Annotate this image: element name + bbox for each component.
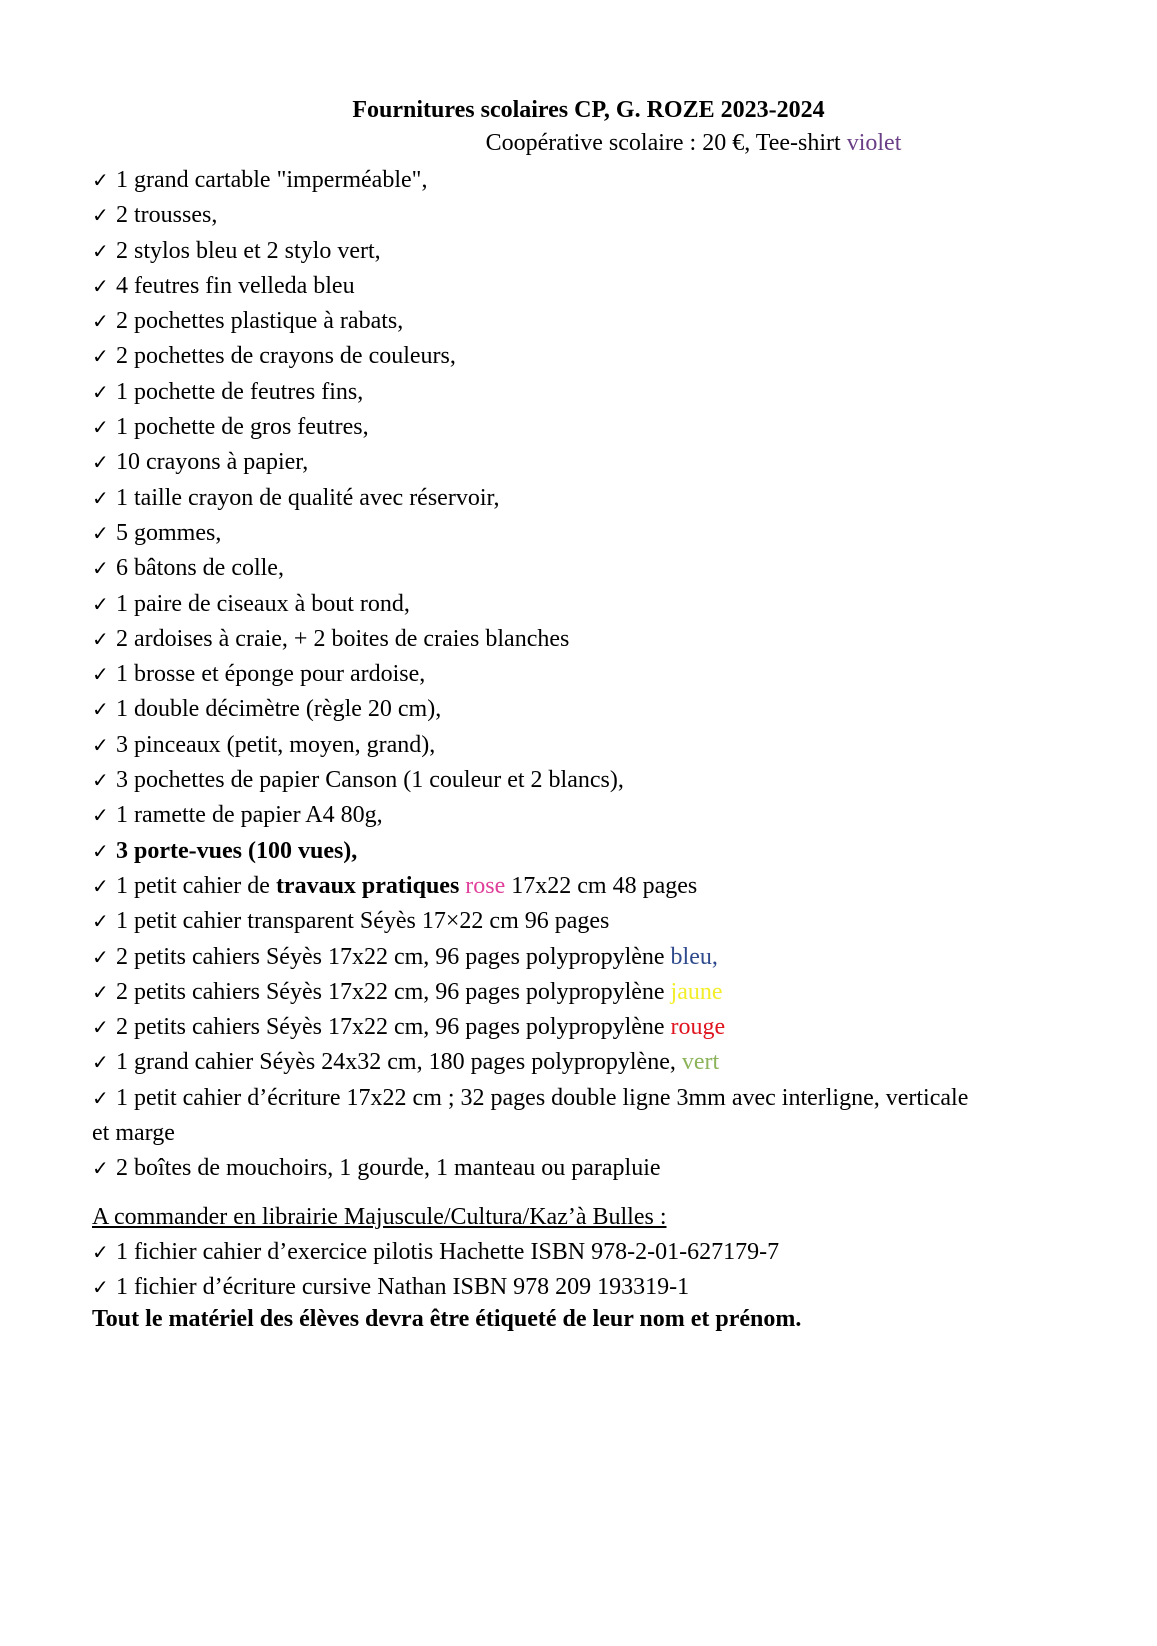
- list-item-colored: [92, 1010, 1092, 1045]
- check-icon: ✓: [92, 626, 109, 651]
- item-text: 1 pochette de gros feutres,: [116, 414, 369, 441]
- item-text: 2 pochettes de crayons de couleurs,: [116, 343, 456, 370]
- list-item: [92, 622, 1092, 657]
- order-item: [92, 1270, 779, 1305]
- item-text: 1 fichier d’écriture cursive Nathan ISBN 978 209 193319-1: [116, 1274, 690, 1301]
- item-text: 5 gommes,: [116, 519, 222, 546]
- item-text: 1 fichier cahier d’exercice pilotis Hachette ISBN 978-2-01-627179-7: [116, 1239, 780, 1265]
- list-item: [92, 198, 1092, 233]
- list-item: [92, 234, 1092, 269]
- order-list: [92, 1235, 779, 1306]
- list-item: [92, 587, 1092, 622]
- labeling-notice: Tout le matériel des élèves devra être étiqueté de leur nom et prénom.: [92, 1306, 802, 1332]
- item-text: 2 petits cahiers Séyès 17x22 cm, 96 pages polypropylène: [116, 1014, 671, 1041]
- list-item: [92, 410, 1092, 445]
- list-item-ecriture: [92, 1081, 1092, 1152]
- item-text: 2 petits cahiers Séyès 17x22 cm, 96 pages polypropylène: [116, 943, 671, 970]
- list-item-colored: [92, 975, 1092, 1010]
- item-text: 2 ardoises à craie, + 2 boites de craies blanches: [116, 625, 570, 652]
- document-subtitle: [0, 128, 1157, 158]
- item-text: 3 porte-vues (100 vues),: [116, 837, 358, 864]
- check-icon: ✓: [92, 662, 109, 687]
- check-icon: ✓: [92, 415, 109, 440]
- check-icon: ✓: [92, 732, 109, 757]
- check-icon: ✓: [92, 979, 109, 1004]
- check-icon: ✓: [92, 803, 109, 828]
- check-icon: ✓: [92, 1050, 109, 1075]
- list-item: [92, 551, 1092, 586]
- item-text: 1 paire de ciseaux à bout rond,: [116, 590, 410, 617]
- item-text: 1 brosse et éponge pour ardoise,: [116, 661, 426, 688]
- list-item: [92, 445, 1092, 480]
- list-item: [92, 269, 1092, 304]
- check-icon: ✓: [92, 768, 109, 793]
- item-text: 4 feutres fin velleda bleu: [116, 272, 355, 299]
- item-color-word: rouge: [670, 1014, 726, 1041]
- check-icon: ✓: [92, 450, 109, 475]
- check-icon: ✓: [92, 379, 109, 404]
- list-item-travaux-pratiques: [92, 869, 1092, 904]
- list-item-bold: [92, 834, 1092, 869]
- check-icon: ✓: [92, 1240, 109, 1264]
- list-item: [92, 163, 1092, 198]
- item-text-post: 17x22 cm 48 pages: [505, 872, 698, 899]
- list-item: [92, 339, 1092, 374]
- check-icon: ✓: [92, 238, 109, 263]
- supplies-list: [92, 163, 1092, 1187]
- check-icon: ✓: [92, 520, 109, 545]
- item-color-word: bleu,: [670, 943, 718, 970]
- list-item-transparent: [92, 904, 1092, 939]
- item-text: 2 stylos bleu et 2 stylo vert,: [116, 237, 381, 264]
- list-item: [92, 481, 1092, 516]
- item-text: 10 crayons à papier,: [116, 449, 309, 476]
- list-item: [92, 516, 1092, 551]
- check-icon: ✓: [92, 591, 109, 616]
- list-item: [92, 798, 1092, 833]
- check-icon: ✓: [92, 944, 109, 969]
- item-text: 1 petit cahier d’écriture 17x22 cm ; 32 pages double ligne 3mm avec interligne, verticale: [116, 1084, 969, 1111]
- item-text: 2 boîtes de mouchoirs, 1 gourde, 1 manteau ou parapluie: [116, 1155, 661, 1182]
- item-color-word: jaune: [670, 978, 723, 1005]
- item-text: 1 taille crayon de qualité avec réservoir,: [116, 484, 500, 511]
- section-heading-order: A commander en librairie Majuscule/Cultura/Kaz’à Bulles :: [92, 1204, 667, 1230]
- item-text: 1 pochette de feutres fins,: [116, 378, 364, 405]
- list-item: [92, 728, 1092, 763]
- check-icon: ✓: [92, 909, 109, 934]
- check-icon: ✓: [92, 1015, 109, 1040]
- list-item-colored: [92, 940, 1092, 975]
- item-text: 2 trousses,: [116, 202, 218, 229]
- item-text: 3 pinceaux (petit, moyen, grand),: [116, 731, 436, 758]
- order-item: [92, 1235, 779, 1270]
- list-item-last: [92, 1151, 1092, 1186]
- check-icon: ✓: [92, 1275, 109, 1300]
- check-icon: ✓: [92, 1085, 109, 1110]
- item-text: 6 bâtons de colle,: [116, 555, 284, 582]
- item-text: 2 petits cahiers Séyès 17x22 cm, 96 pages polypropylène: [116, 978, 671, 1005]
- list-item: [92, 763, 1092, 798]
- item-text: 3 pochettes de papier Canson (1 couleur et 2 blancs),: [116, 767, 624, 794]
- check-icon: ✓: [92, 309, 109, 334]
- check-icon: ✓: [92, 1156, 109, 1181]
- subtitle-color-word: violet: [846, 130, 902, 156]
- item-color-word: rose: [465, 872, 506, 899]
- item-text: 1 grand cartable "imperméable",: [116, 167, 428, 193]
- item-text: 2 pochettes plastique à rabats,: [116, 308, 404, 335]
- item-text: 1 petit cahier transparent Séyès 17×22 cm 96 pages: [116, 908, 610, 935]
- list-item: [92, 304, 1092, 339]
- check-icon: ✓: [92, 203, 109, 228]
- check-icon: ✓: [92, 873, 109, 898]
- list-item-colored: [92, 1045, 1092, 1080]
- list-item: [92, 692, 1092, 727]
- check-icon: ✓: [92, 838, 109, 863]
- subtitle-text: Coopérative scolaire : 20 €, Tee-shirt: [485, 130, 847, 156]
- check-icon: ✓: [92, 168, 109, 192]
- check-icon: ✓: [92, 556, 109, 581]
- item-text: 1 double décimètre (règle 20 cm),: [116, 696, 442, 723]
- item-text: 1 ramette de papier A4 80g,: [116, 802, 383, 829]
- item-text-continued: et marge: [92, 1119, 175, 1146]
- document-title: Fournitures scolaires CP, G. ROZE 2023-2024: [352, 97, 825, 123]
- check-icon: ✓: [92, 273, 109, 298]
- item-text: 1 grand cahier Séyès 24x32 cm, 180 pages polypropylène,: [116, 1049, 682, 1076]
- item-text: 1 petit cahier de: [116, 872, 276, 899]
- item-color-word: vert: [681, 1049, 720, 1076]
- list-item: [92, 375, 1092, 410]
- check-icon: ✓: [92, 697, 109, 722]
- list-item: [92, 657, 1092, 692]
- check-icon: ✓: [92, 485, 109, 510]
- item-bold-text: travaux pratiques: [275, 872, 460, 899]
- check-icon: ✓: [92, 344, 109, 369]
